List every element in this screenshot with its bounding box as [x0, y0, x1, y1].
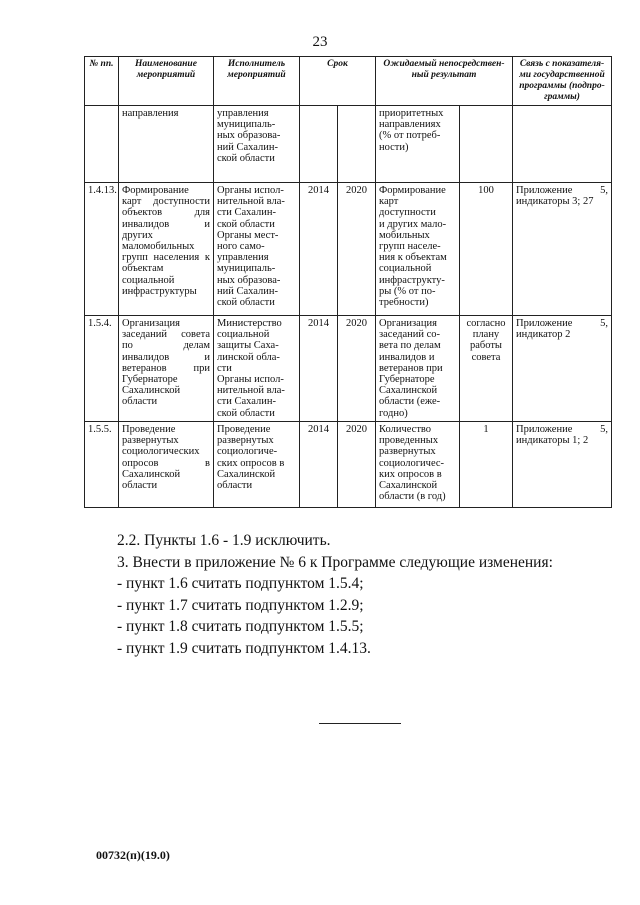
cell-indicators: [513, 316, 612, 422]
cell-executor: Проведение развернутых социологиче- ских опросов в Сахалинской области: [214, 422, 300, 508]
cell-start: 2014: [300, 316, 338, 422]
cell-num: 1.5.4.: [85, 316, 119, 422]
header-executor: Исполнитель мероприятий: [214, 57, 300, 106]
header-term: Срок: [300, 57, 376, 106]
amendment-line: 2.2. Пункты 1.6 - 1.9 исключить.: [117, 532, 331, 549]
indicator-label: Приложение: [516, 318, 573, 329]
cell-value: [460, 106, 513, 183]
cell-value: 1: [460, 422, 513, 508]
cell-result: приоритетных направлениях (% от потреб- ности): [376, 106, 460, 183]
indicator-text: индикаторы 1; 2: [516, 435, 589, 447]
document-code: 00732(п)(19.0): [96, 848, 170, 862]
cell-result: Организация заседаний со- вета по делам инвалидов и ветеранов при Губернаторе Сахалинской области (еже- годно): [376, 316, 460, 422]
cell-executor: управления муниципаль- ных образова- ний Сахалин- ской области: [214, 106, 300, 183]
cell-start: 2014: [300, 183, 338, 316]
cell-start: [300, 106, 338, 183]
amendment-line: - пункт 1.6 считать подпунктом 1.5.4;: [117, 575, 364, 593]
cell-result: Количество проведенных развернутых социологичес- ких опросов в Сахалинской области (в год): [376, 422, 460, 508]
cell-indicators: [513, 183, 612, 316]
header-num: № пп.: [85, 57, 119, 106]
table-row: [85, 316, 612, 422]
cell-num: 1.5.5.: [85, 422, 119, 508]
header-indicators: Связь с показателя- ми государственной программы (подпро- граммы): [513, 57, 612, 106]
amendment-line: 3. Внести в приложение № 6 к Программе следующие изменения:: [117, 553, 553, 571]
indicator-text: индикатор 2: [516, 329, 571, 341]
cell-name: Формирование карт доступности объектов для инвалидов и других маломобильных групп населения к объектам социальной инфраструктуры: [119, 183, 214, 316]
amendment-line: - пункт 1.7 считать подпунктом 1.2.9;: [117, 596, 364, 614]
page-number: 23: [312, 34, 328, 50]
indicator-label: Приложение: [516, 424, 573, 435]
indicator-appendix: 5,: [600, 185, 608, 196]
header-result: Ожидаемый непосредствен- ный результат: [376, 57, 513, 106]
cell-end: 2020: [338, 183, 376, 316]
cell-value: согласно плану работы совета: [460, 316, 513, 422]
table-row: [85, 183, 612, 316]
cell-start: 2014: [300, 422, 338, 508]
indicator-appendix: 5,: [600, 318, 608, 329]
cell-executor: Органы испол- нительной вла- сти Сахалин- ской области Органы мест- ного само- управления муниципаль- ных образова- ний Сахалин- ской области: [214, 183, 300, 316]
cell-num: 1.4.13.: [85, 183, 119, 316]
end-separator-line: [319, 723, 401, 724]
table-row: [85, 422, 612, 508]
measures-table: [84, 56, 612, 508]
cell-end: 2020: [338, 316, 376, 422]
table-row: [85, 106, 612, 183]
cell-name: Проведение развернутых социологических опросов в Сахалинской области: [119, 422, 214, 508]
indicator-appendix: 5,: [600, 424, 608, 435]
amendment-line: - пункт 1.9 считать подпунктом 1.4.13.: [117, 639, 371, 657]
cell-indicators: [513, 106, 612, 183]
amendments-text: [117, 530, 597, 660]
amendment-line: - пункт 1.8 считать подпунктом 1.5.5;: [117, 618, 364, 636]
cell-end: [338, 106, 376, 183]
table-header-row: [85, 57, 612, 106]
cell-name: Организация заседаний совета по делам инвалидов и ветеранов при Губернаторе Сахалинской области: [119, 316, 214, 422]
cell-end: 2020: [338, 422, 376, 508]
cell-executor: Министерство социальной защиты Саха- линской обла- сти Органы испол- нительной вла- сти Сахалин- ской области: [214, 316, 300, 422]
header-name: Наименование мероприятий: [119, 57, 214, 106]
cell-name: направления: [119, 106, 214, 183]
indicator-text: индикаторы 3; 27: [516, 196, 594, 208]
cell-num: [85, 106, 119, 183]
cell-result: Формирование карт доступности и других мало- мобильных групп населе- ния к объектам социальной инфраструкту- ры (% от по- требности): [376, 183, 460, 316]
indicator-label: Приложение: [516, 185, 573, 196]
cell-value: 100: [460, 183, 513, 316]
cell-indicators: [513, 422, 612, 508]
